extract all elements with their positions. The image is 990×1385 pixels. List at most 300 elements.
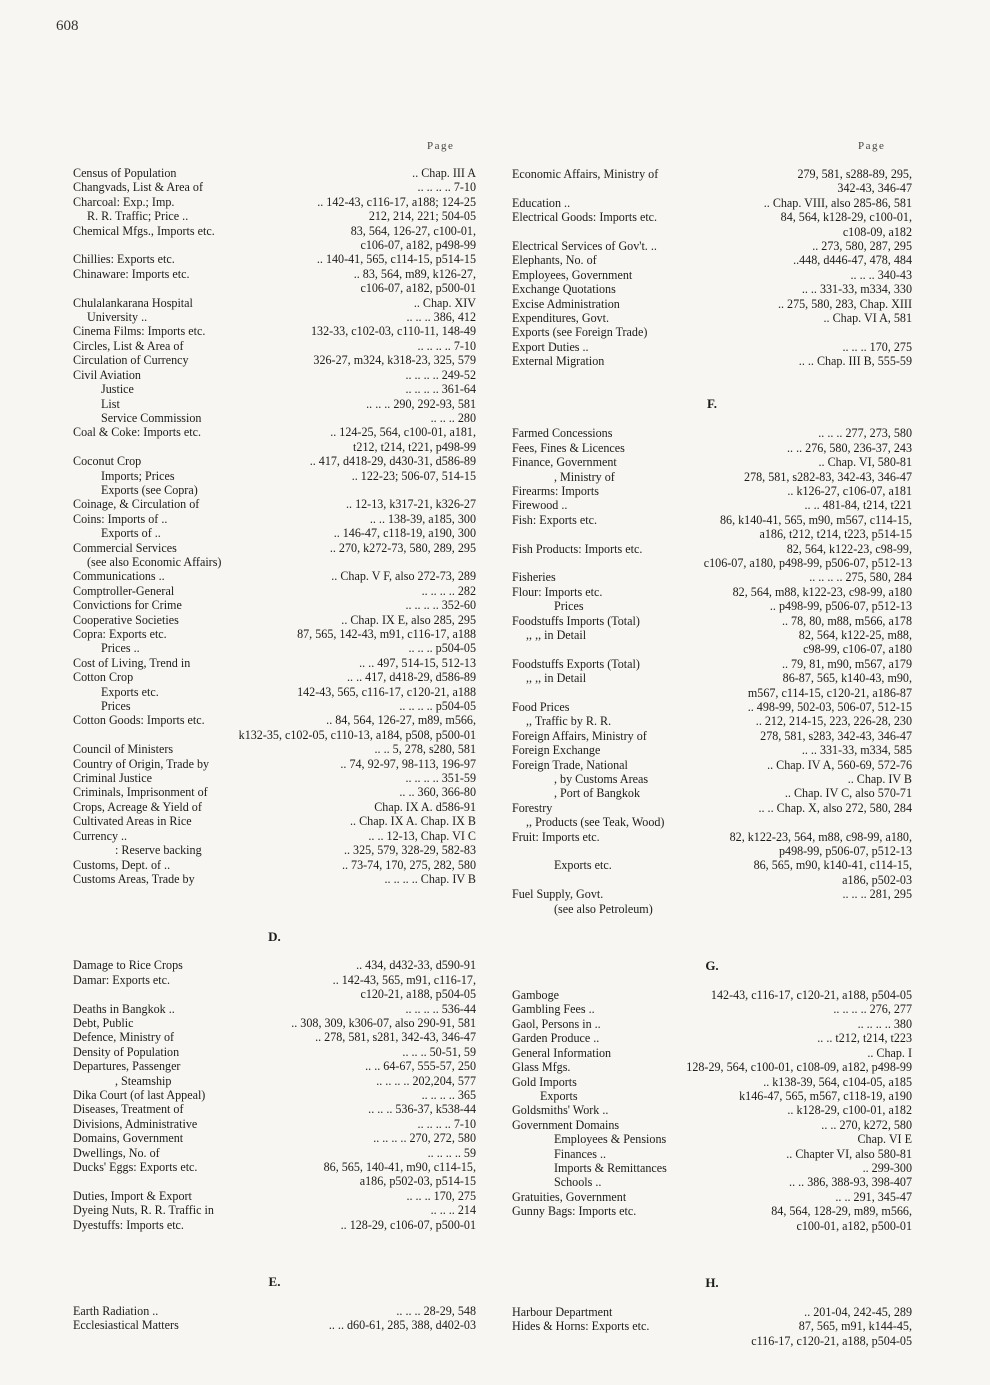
index-entry xyxy=(73,1146,476,1160)
index-term: ,, Products (see Teak, Wood) xyxy=(526,815,665,830)
index-reference: .. Chap. I xyxy=(867,1045,912,1060)
index-reference: .. Chap. IX A. Chap. IX B xyxy=(350,814,476,829)
index-term: Customs Areas, Trade by xyxy=(73,871,195,886)
index-entry xyxy=(73,368,476,382)
index-entry xyxy=(512,196,912,210)
index-reference: .. .. 138-39, a185, 300 xyxy=(369,511,476,526)
index-reference: .. .. Chap. X, also 272, 580, 284 xyxy=(758,800,912,815)
index-reference: 86, 565, m90, k140-41, c114-15, xyxy=(753,858,912,873)
index-entry xyxy=(512,858,912,887)
index-reference: .. 299-300 xyxy=(862,1160,912,1175)
index-reference: ..448, d446-47, 478, 484 xyxy=(793,253,912,268)
index-reference: 82, 564, m88, k122-23, c98-99, a180 xyxy=(732,584,912,599)
index-term: Fish Products: Imports etc. xyxy=(512,541,643,556)
index-entry xyxy=(512,1175,912,1189)
index-reference-continued: k132-35, c102-05, c110-13, a184, p508, p500-01 xyxy=(238,727,476,742)
index-reference: .. .. .. 50-51, 59 xyxy=(402,1044,476,1059)
index-reference: .. 325, 579, 328-29, 582-83 xyxy=(343,843,476,858)
index-reference: .. Chap. V F, also 272-73, 289 xyxy=(331,569,476,584)
index-term: (see also Petroleum) xyxy=(554,901,653,916)
index-reference: .. 434, d432-33, d590-91 xyxy=(356,958,476,973)
index-reference: .. .. .. .. 249-52 xyxy=(405,367,476,382)
index-entry xyxy=(512,1161,912,1175)
index-entry xyxy=(512,815,912,829)
index-reference: .. .. .. 28-29, 548 xyxy=(396,1304,476,1318)
index-entry xyxy=(512,830,912,859)
index-entry xyxy=(512,441,912,455)
index-reference-continued: p498-99, p506-07, p512-13 xyxy=(778,844,912,859)
index-entry xyxy=(512,743,912,757)
index-term: Excise Administration xyxy=(512,296,620,311)
section-spacer xyxy=(73,1290,476,1304)
index-entry xyxy=(512,657,912,671)
index-reference: .. .. 331-33, m334, 330 xyxy=(801,282,912,297)
index-reference: .. k126-27, c106-07, a181 xyxy=(787,483,912,498)
index-reference: .. .. 64-67, 555-57, 250 xyxy=(365,1059,476,1074)
index-entry xyxy=(512,700,912,714)
index-reference: .. .. .. 280 xyxy=(430,410,476,425)
index-term: Coins: Imports of .. xyxy=(73,511,168,526)
index-entry xyxy=(73,872,476,886)
index-entry xyxy=(73,209,476,223)
index-entry xyxy=(512,426,912,440)
index-entry xyxy=(73,267,476,296)
index-entry xyxy=(512,297,912,311)
index-term: Coal & Coke: Imports etc. xyxy=(73,425,201,440)
index-term: Communications .. xyxy=(73,569,165,584)
index-entry xyxy=(512,570,912,584)
index-reference-continued: c98-99, c106-07, a180 xyxy=(803,642,912,657)
index-reference: .. .. .. 281, 295 xyxy=(842,887,912,902)
index-entry xyxy=(512,801,912,815)
index-term: Customs, Dept. of .. xyxy=(73,857,171,872)
index-term: Departures, Passenger xyxy=(73,1059,181,1074)
index-entry xyxy=(512,239,912,253)
index-term: Justice xyxy=(101,382,134,397)
index-term: Flour: Imports etc. xyxy=(512,584,603,599)
index-reference: .. .. .. 386, 412 xyxy=(406,310,476,325)
index-entry xyxy=(73,411,476,425)
index-entry xyxy=(73,397,476,411)
index-entry xyxy=(512,1319,912,1348)
index-reference: .. .. .. .. 7-10 xyxy=(417,180,476,195)
index-entry xyxy=(73,324,476,338)
index-reference: .. .. 386, 388-93, 398-407 xyxy=(789,1175,912,1190)
index-term: , Steamship xyxy=(115,1073,172,1088)
section-spacer xyxy=(512,974,912,988)
index-reference: Chap. IX A. d586-91 xyxy=(374,799,476,814)
section-heading: E. xyxy=(268,1274,281,1290)
index-entry xyxy=(73,1304,476,1318)
index-term: Cost of Living, Trend in xyxy=(73,655,191,670)
index-entry xyxy=(512,772,912,786)
index-reference-continued: c108-09, a182 xyxy=(842,224,912,239)
index-entry xyxy=(512,253,912,267)
index-entry xyxy=(73,685,476,699)
page-column-label-right: Page xyxy=(858,140,886,152)
index-reference: .. .. t212, t214, t223 xyxy=(817,1031,912,1046)
index-term: Convictions for Crime xyxy=(73,598,182,613)
index-term: : Reserve backing xyxy=(115,843,202,858)
index-term: Charcoal: Exp.; Imp. xyxy=(73,194,175,209)
index-term: Electrical Goods: Imports etc. xyxy=(512,210,658,225)
index-entry xyxy=(512,1204,912,1233)
index-term: Copra: Exports etc. xyxy=(73,627,167,641)
index-reference: .. .. .. 214 xyxy=(430,1203,476,1218)
index-term: Forestry xyxy=(512,800,553,815)
index-term: Criminals, Imprisonment of xyxy=(73,785,208,800)
index-entry xyxy=(512,1017,912,1031)
index-term: Civil Aviation xyxy=(73,367,141,382)
index-reference: 132-33, c102-03, c110-11, 148-49 xyxy=(310,324,476,339)
index-entry xyxy=(73,483,476,497)
index-term: Glass Mfgs. xyxy=(512,1060,571,1075)
index-reference: k146-47, 565, m567, c118-19, a190 xyxy=(739,1088,912,1103)
index-entry xyxy=(512,614,912,628)
index-reference: 86-87, 565, k140-43, m90, xyxy=(782,671,912,686)
index-term: Foodstuffs Exports (Total) xyxy=(512,656,640,671)
index-entry xyxy=(73,800,476,814)
index-entry xyxy=(512,325,912,339)
index-term: Exports (see Copra) xyxy=(101,482,198,497)
index-term: Electrical Services of Gov't. .. xyxy=(512,239,657,254)
index-term: Foreign Exchange xyxy=(512,743,601,758)
index-entry xyxy=(73,742,476,756)
index-term: Firewood .. xyxy=(512,498,568,513)
index-entry xyxy=(73,1002,476,1016)
index-reference: .. .. 331-33, m334, 585 xyxy=(801,743,912,758)
index-term: Prices xyxy=(554,599,584,614)
index-entry xyxy=(73,310,476,324)
index-term: Coconut Crop xyxy=(73,454,142,469)
index-reference: 87, 565, 142-43, m91, c116-17, a188 xyxy=(297,627,476,641)
index-term: Damage to Rice Crops xyxy=(73,958,183,973)
index-entry xyxy=(73,497,476,511)
index-reference: .. .. 12-13, Chap. VI C xyxy=(368,828,476,843)
index-reference: .. 273, 580, 287, 295 xyxy=(812,239,912,254)
index-reference: 87, 565, m91, k144-45, xyxy=(798,1319,912,1334)
index-reference: .. k138-39, 564, c104-05, a185 xyxy=(763,1074,912,1089)
index-term: Changvads, List & Area of xyxy=(73,180,203,195)
index-term: Crops, Acreage & Yield of xyxy=(73,799,202,814)
index-term: Gratuities, Government xyxy=(512,1189,627,1204)
index-reference: 86, 565, 140-41, m90, c114-15, xyxy=(323,1159,476,1174)
index-reference: .. Chap. IV C, also 570-71 xyxy=(784,786,912,801)
index-term: Coinage, & Circulation of xyxy=(73,497,200,512)
index-reference: .. 79, 81, m90, m567, a179 xyxy=(781,656,912,671)
section-spacer xyxy=(512,412,912,426)
section-spacer xyxy=(73,944,476,958)
index-reference: .. .. 360, 366-80 xyxy=(399,785,476,800)
index-entry xyxy=(73,713,476,742)
index-entry xyxy=(512,585,912,599)
index-column-left xyxy=(73,166,476,1333)
index-entry xyxy=(512,671,912,700)
index-entry xyxy=(73,641,476,655)
index-term: Foodstuffs Imports (Total) xyxy=(512,613,640,628)
index-term: R. R. Traffic; Price .. xyxy=(87,209,189,224)
index-term: Currency .. xyxy=(73,828,128,843)
index-entry xyxy=(73,1218,476,1232)
index-reference: .. .. 276, 580, 236-37, 243 xyxy=(787,440,912,455)
index-reference: 82, k122-23, 564, m88, c98-99, a180, xyxy=(729,829,912,844)
index-entry xyxy=(73,814,476,828)
index-reference: 142-43, c116-17, c120-21, a188, p504-05 xyxy=(710,988,912,1003)
index-reference: .. .. 5, 278, s280, 581 xyxy=(374,742,476,757)
index-reference-continued: m567, c114-15, c120-21, a186-87 xyxy=(747,685,912,700)
index-reference: .. .. .. .. 365 xyxy=(421,1087,476,1102)
index-term: Country of Origin, Trade by xyxy=(73,756,210,771)
index-term: Foreign Trade, National xyxy=(512,757,628,772)
index-entry xyxy=(73,1160,476,1189)
index-entry xyxy=(73,613,476,627)
index-term: Harbour Department xyxy=(512,1304,613,1319)
index-entry xyxy=(512,455,912,469)
index-reference: .. Chap. IV A, 560-69, 572-76 xyxy=(767,757,912,772)
index-reference: 278, 581, s282-83, 342-43, 346-47 xyxy=(744,469,912,484)
index-term: ,, ,, in Detail xyxy=(526,671,587,686)
index-term: Employees & Pensions xyxy=(554,1132,667,1147)
index-term: , by Customs Areas xyxy=(554,772,649,787)
index-entry xyxy=(512,599,912,613)
index-entry xyxy=(73,699,476,713)
index-entry xyxy=(512,1132,912,1146)
index-term: Fisheries xyxy=(512,570,556,585)
index-reference: .. 122-23; 506-07, 514-15 xyxy=(351,468,476,483)
index-term: Cooperative Societies xyxy=(73,612,179,627)
index-reference: .. Chap. VI, 580-81 xyxy=(818,455,912,470)
index-reference: .. .. 291, 345-47 xyxy=(835,1189,912,1204)
index-reference: .. 498-99, 502-03, 506-07, 512-15 xyxy=(747,700,912,714)
index-term: Exports etc. xyxy=(554,858,612,873)
index-term: Census of Population xyxy=(73,166,177,180)
index-entry xyxy=(73,1102,476,1116)
index-reference: .. .. .. .. 361-64 xyxy=(405,382,476,397)
index-reference: .. 84, 564, 126-27, m89, m566, xyxy=(326,713,476,728)
index-term: Circles, List & Area of xyxy=(73,338,184,353)
index-entry xyxy=(512,1060,912,1074)
index-entry xyxy=(512,758,912,772)
index-entry xyxy=(73,1059,476,1073)
index-reference: .. Chap. VI A, 581 xyxy=(823,311,912,326)
index-entry xyxy=(512,1305,912,1319)
index-term: Service Commission xyxy=(101,410,202,425)
index-term: Export Duties .. xyxy=(512,339,589,354)
index-term: Circulation of Currency xyxy=(73,353,189,368)
index-term: Earth Radiation .. xyxy=(73,1304,159,1318)
index-entry xyxy=(512,268,912,282)
index-reference: 84, 564, k128-29, c100-01, xyxy=(780,210,912,225)
index-term: Garden Produce .. xyxy=(512,1031,600,1046)
index-reference: .. 74, 92-97, 98-113, 196-97 xyxy=(340,756,476,771)
index-reference: .. 308, 309, k306-07, also 290-91, 581 xyxy=(291,1015,476,1030)
index-entry xyxy=(73,166,476,180)
index-term: Expenditures, Govt. xyxy=(512,311,610,326)
index-term: Gunny Bags: Imports etc. xyxy=(512,1204,637,1219)
index-reference-continued: c120-21, a188, p504-05 xyxy=(360,987,476,1002)
index-reference-continued: c106-07, a180, p498-99, p506-07, p512-13 xyxy=(703,555,912,570)
index-term: Exports of .. xyxy=(101,526,161,541)
index-term: Cotton Crop xyxy=(73,670,134,685)
index-entry xyxy=(512,282,912,296)
index-term: Schools .. xyxy=(554,1175,602,1190)
index-term: Exports xyxy=(540,1088,578,1103)
index-reference: .. 146-47, c118-19, a190, 300 xyxy=(333,526,476,541)
index-reference: .. 270, k272-73, 580, 289, 295 xyxy=(329,540,476,555)
index-reference: .. 140-41, 565, c114-15, p514-15 xyxy=(316,252,476,267)
index-reference: .. .. 497, 514-15, 512-13 xyxy=(359,655,476,670)
index-reference: .. .. .. 536-37, k538-44 xyxy=(368,1102,476,1117)
index-term: , Ministry of xyxy=(554,469,615,484)
index-reference: Chap. VI E xyxy=(857,1132,912,1147)
index-term: Gaol, Persons in .. xyxy=(512,1016,601,1031)
index-reference: .. Chapter VI, also 580-81 xyxy=(786,1146,912,1161)
index-entry xyxy=(73,1203,476,1217)
section-spacer xyxy=(512,1291,912,1305)
index-reference: .. 142-43, c116-17, a188; 124-25 xyxy=(317,194,476,209)
index-term: Density of Population xyxy=(73,1044,180,1059)
index-reference: .. .. .. .. 536-44 xyxy=(405,1001,476,1016)
index-term: Chillies: Exports etc. xyxy=(73,252,175,267)
index-term: General Information xyxy=(512,1045,612,1060)
index-reference-continued: c106-07, a182, p500-01 xyxy=(360,281,476,296)
index-reference: 326-27, m324, k318-23, 325, 579 xyxy=(313,353,476,368)
index-entry xyxy=(512,513,912,542)
index-entry xyxy=(512,628,912,657)
index-term: Education .. xyxy=(512,195,571,210)
index-reference: .. .. .. 277, 273, 580 xyxy=(818,426,912,441)
section-heading: G. xyxy=(705,958,719,974)
index-term: Government Domains xyxy=(512,1117,620,1132)
index-entry xyxy=(512,354,912,368)
index-reference-continued: a186, p502-03 xyxy=(842,872,912,887)
index-reference: 142-43, 565, c116-17, c120-21, a188 xyxy=(297,684,476,699)
index-reference: .. k128-29, c100-01, a182 xyxy=(787,1103,912,1118)
index-reference: .. 128-29, c106-07, p500-01 xyxy=(340,1217,476,1232)
index-term: Gold Imports xyxy=(512,1074,577,1089)
index-reference: .. 78, 80, m88, m566, a178 xyxy=(781,613,912,628)
index-entry xyxy=(512,1089,912,1103)
index-reference: .. Chap. VIII, also 285-86, 581 xyxy=(763,195,912,210)
index-term: Council of Ministers xyxy=(73,742,174,757)
index-reference: .. Chap. XIV xyxy=(413,295,476,310)
index-reference: .. .. Chap. III B, 555-59 xyxy=(798,354,912,369)
index-reference: 212, 214, 221; 504-05 xyxy=(368,209,476,224)
index-entry xyxy=(512,484,912,498)
index-term: Criminal Justice xyxy=(73,771,152,786)
index-term: Ecclesiastical Matters xyxy=(73,1318,179,1333)
index-term: Economic Affairs, Ministry of xyxy=(512,167,659,181)
index-term: Imports & Remittances xyxy=(554,1160,667,1175)
index-reference-continued: c116-17, c120-21, a188, p504-05 xyxy=(751,1333,912,1348)
index-entry xyxy=(512,714,912,728)
index-entry xyxy=(73,858,476,872)
index-term: Elephants, No. of xyxy=(512,253,597,268)
index-term: Commercial Services xyxy=(73,540,177,555)
section-spacer xyxy=(73,1232,476,1275)
index-reference-continued: a186, t212, t214, t223, p514-15 xyxy=(759,527,912,542)
index-entry xyxy=(73,555,476,569)
index-term: Fruit: Imports etc. xyxy=(512,829,600,844)
index-reference: .. .. 481-84, t214, t221 xyxy=(804,498,912,513)
index-entry xyxy=(73,1318,476,1332)
index-reference: .. .. .. 290, 292-93, 581 xyxy=(366,396,476,411)
index-term: Fees, Fines & Licences xyxy=(512,440,625,455)
index-reference: 82, 564, k122-25, m88, xyxy=(798,627,912,642)
index-reference: .. .. .. .. 282 xyxy=(421,583,476,598)
index-reference: .. .. .. .. Chap. IV B xyxy=(384,871,476,886)
index-reference-continued: a186, p502-03, p514-15 xyxy=(359,1174,476,1189)
index-term: Foreign Affairs, Ministry of xyxy=(512,728,647,743)
section-spacer xyxy=(73,886,476,929)
index-term: Defence, Ministry of xyxy=(73,1030,175,1045)
index-term: Comptroller-General xyxy=(73,583,175,598)
index-reference: .. .. .. .. 380 xyxy=(857,1016,912,1031)
index-entry xyxy=(73,1074,476,1088)
index-term: (see also Economic Affairs) xyxy=(87,554,222,569)
index-entry xyxy=(73,785,476,799)
index-reference: .. .. .. .. 352-60 xyxy=(405,598,476,613)
index-term: Goldsmiths' Work .. xyxy=(512,1103,609,1118)
section-spacer xyxy=(512,1233,912,1276)
index-term: List xyxy=(101,396,120,411)
index-entry xyxy=(512,887,912,901)
index-entry xyxy=(512,1118,912,1132)
index-entry xyxy=(73,829,476,843)
index-term: Firearms: Imports xyxy=(512,483,599,498)
index-reference: 84, 564, 128-29, m89, m566, xyxy=(771,1204,912,1219)
index-entry xyxy=(512,902,912,916)
index-entry xyxy=(512,1103,912,1117)
index-term: Diseases, Treatment of xyxy=(73,1102,184,1117)
index-term: Fish: Exports etc. xyxy=(512,512,597,527)
index-reference: .. .. .. .. 202,204, 577 xyxy=(376,1073,476,1088)
index-term: Cultivated Areas in Rice xyxy=(73,814,192,829)
index-entry xyxy=(73,843,476,857)
index-entry xyxy=(512,729,912,743)
index-reference: .. Chap. III A xyxy=(412,166,476,180)
index-reference: .. .. .. .. 276, 277 xyxy=(833,1002,912,1017)
index-entry xyxy=(73,469,476,483)
index-reference: 278, 581, s283, 342-43, 346-47 xyxy=(760,728,912,743)
index-entry xyxy=(73,656,476,670)
index-term: Exchange Quotations xyxy=(512,282,616,297)
index-reference: .. 201-04, 242-45, 289 xyxy=(804,1304,912,1319)
index-reference: .. .. .. .. 275, 580, 284 xyxy=(809,570,912,585)
index-entry xyxy=(512,1190,912,1204)
index-reference: .. .. .. .. 7-10 xyxy=(417,338,476,353)
index-term: Prices .. xyxy=(101,641,140,656)
index-entry xyxy=(512,1002,912,1016)
index-entry xyxy=(512,470,912,484)
index-entry xyxy=(73,454,476,468)
index-entry xyxy=(73,627,476,641)
index-entry xyxy=(73,584,476,598)
index-term: Cinema Films: Imports etc. xyxy=(73,324,206,339)
index-entry xyxy=(73,958,476,972)
index-reference: .. 275, 580, 283, Chap. XIII xyxy=(777,296,912,311)
index-entry xyxy=(73,224,476,253)
index-entry xyxy=(512,311,912,325)
index-entry xyxy=(73,252,476,266)
index-reference: .. .. .. 170, 275 xyxy=(842,339,912,354)
index-term: Gamboge xyxy=(512,988,560,1003)
index-term: Dika Court (of last Appeal) xyxy=(73,1087,206,1102)
index-term: Duties, Import & Export xyxy=(73,1188,192,1203)
index-term: Cotton Goods: Imports etc. xyxy=(73,713,205,728)
index-entry xyxy=(73,598,476,612)
index-reference-continued: t212, t214, t221, p498-99 xyxy=(353,439,476,454)
